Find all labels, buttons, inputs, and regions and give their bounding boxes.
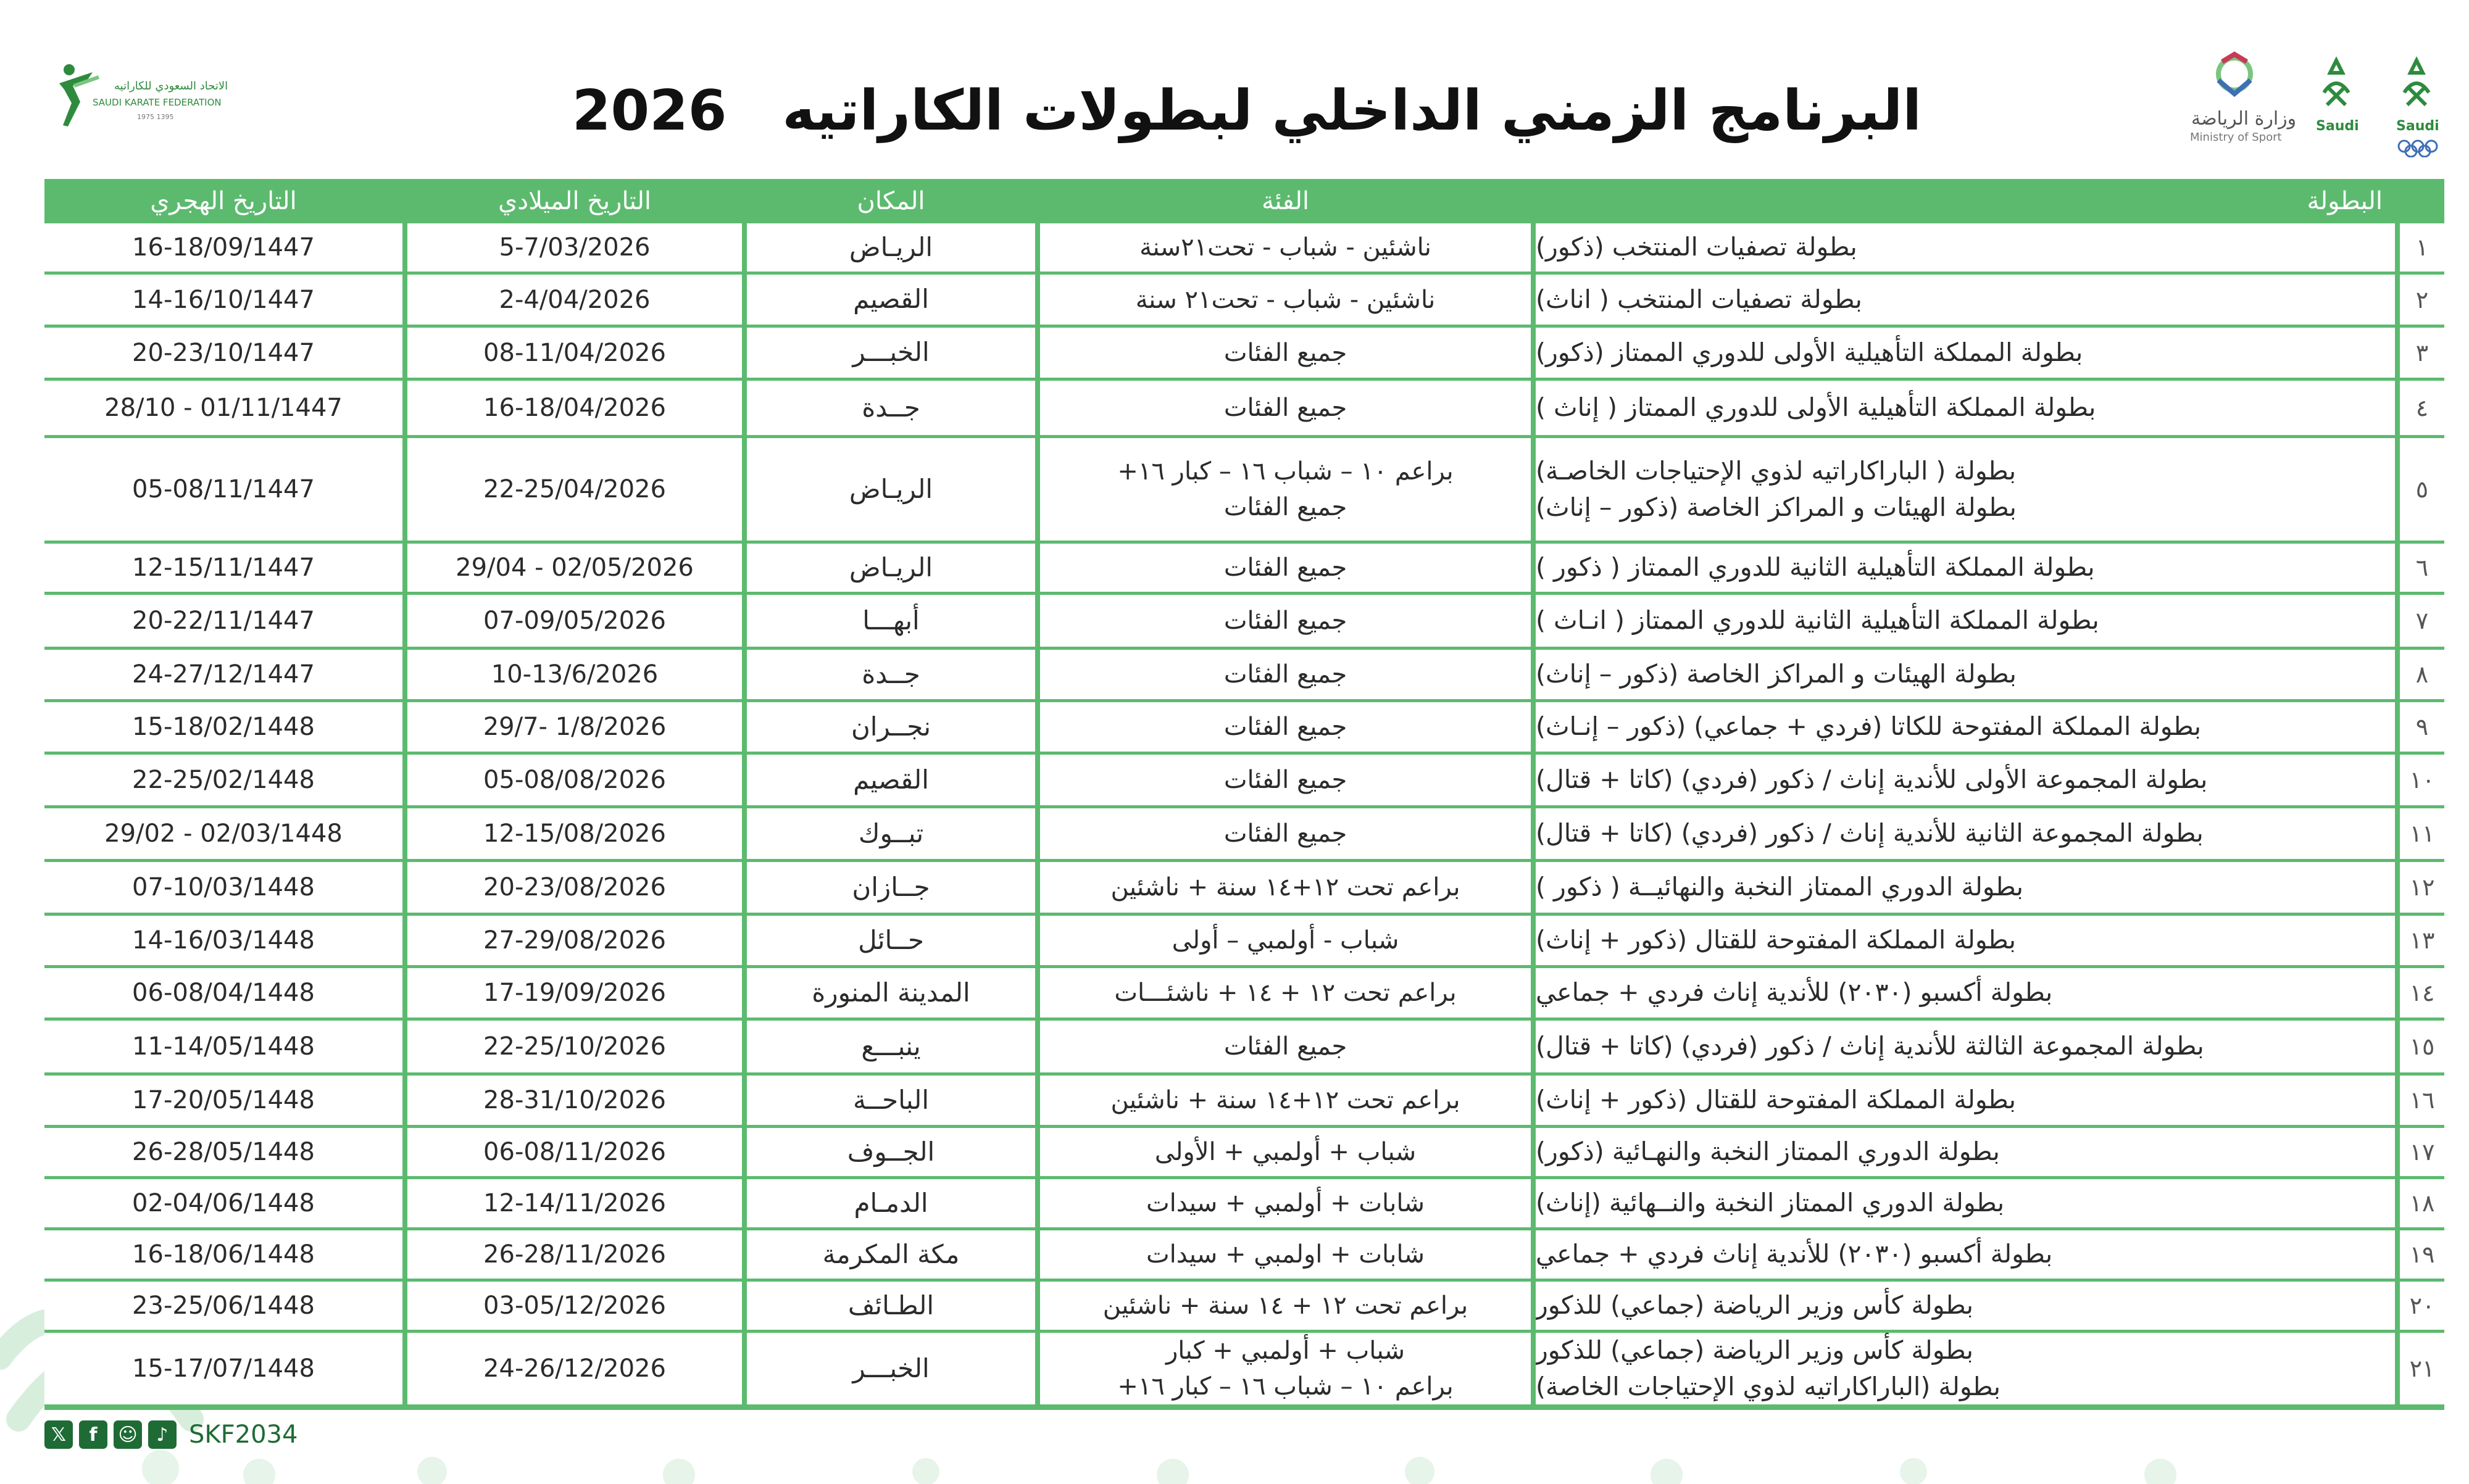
location: جــدة (862, 392, 920, 423)
event-line: بطولة الهيئات و المراكز الخاصة (ذكور – إناث) (1536, 492, 2017, 522)
row-number: ١٥ (2409, 1033, 2435, 1060)
gregorian-date-cell (407, 1076, 742, 1125)
row-number: ١١ (2409, 820, 2435, 847)
category-cell (1040, 702, 1531, 752)
row-number-cell (2400, 1076, 2444, 1125)
category-cell (1040, 438, 1531, 541)
row-number-cell (2400, 862, 2444, 913)
row-number-cell (2400, 1128, 2444, 1176)
location-cell (747, 544, 1035, 592)
event-line: بطولة المملكة المفتوحة للكاتا (فردي + جماعي) (ذكور – إنـاث) (1536, 711, 2202, 742)
gregorian-date: 5-7/03/2026 (499, 233, 651, 262)
category-line: ناشئين - شباب - تحت٢١سنة (1139, 233, 1431, 262)
gregorian-date-cell (407, 1128, 742, 1176)
gregorian-date: 22-25/10/2026 (483, 1032, 666, 1061)
event-line: بطولة الدوري الممتاز النخبة والنــهائية (إناث) (1536, 1188, 2005, 1218)
footer (44, 1416, 298, 1453)
gregorian-date-cell (407, 381, 742, 435)
event-line: بطولة أكسبو (٢٠٣٠) للأندية إناث فردي + جماعي (1536, 977, 2053, 1008)
saudi-label-1: Saudi (2316, 118, 2359, 134)
hijri-date-cell (44, 968, 402, 1018)
category-line: براعم تحت ١٢+١٤ سنة + ناشئين (1110, 873, 1460, 902)
location-cell (747, 808, 1035, 859)
row-number: ١٠ (2409, 766, 2435, 794)
event-line: بطولة المملكة التأهيلية الأولى للدوري الممتاز ( إناث ) (1536, 392, 2096, 423)
event-line: بطولة تصفيات المنتخب ( اناث) (1536, 284, 1862, 314)
location: حــائل (858, 924, 924, 955)
ministry-logo-icon (2197, 49, 2271, 108)
olympic-rings-icon (2395, 139, 2450, 157)
category-cell (1040, 650, 1531, 699)
category-cell (1040, 328, 1531, 378)
title-text: البرنامج الزمني الداخلي لبطولات الكاراتيه (782, 78, 1922, 143)
gregorian-date-cell (407, 1282, 742, 1330)
federation-name-ar: الاتحاد السعودي للكاراتيه (114, 80, 228, 93)
karate-figure-icon (56, 59, 105, 133)
hijri-date: 06-08/04/1448 (132, 979, 315, 1007)
header-number (2400, 179, 2444, 223)
hijri-date: 14-16/10/1447 (132, 285, 315, 314)
gregorian-date: 26-28/11/2026 (483, 1240, 666, 1269)
category-cell (1040, 1333, 1531, 1404)
location: مكة المكرمة (822, 1238, 960, 1269)
event-line: بطولة كأس وزير الرياضة (جماعي) للذكور (1536, 1335, 1974, 1365)
gregorian-date: 17-19/09/2026 (483, 979, 666, 1007)
event-line: بطولة المملكة التأهيلية الثانية للدوري الممتاز ( ذكور ) (1536, 552, 2095, 582)
header-event-label: البطولة (2307, 187, 2383, 215)
category-cell (1040, 275, 1531, 325)
hijri-date-cell (44, 916, 402, 965)
hijri-date-cell (44, 862, 402, 913)
saudi-label-2: Saudi (2396, 118, 2439, 134)
row-number: ١٢ (2409, 874, 2435, 901)
category-line: شباب - أولمبي – أولى (1172, 926, 1399, 955)
location: الريـاض (849, 231, 933, 262)
hijri-date-cell (44, 1282, 402, 1330)
event-cell (1536, 275, 2395, 325)
location-cell (747, 1076, 1035, 1125)
location-cell (747, 438, 1035, 541)
row-number-cell (2400, 1230, 2444, 1279)
hijri-date: 16-18/09/1447 (132, 233, 315, 262)
location: الدمـام (854, 1187, 928, 1218)
location: أبهـــا (862, 605, 920, 636)
event-line: بطولة كأس وزير الرياضة (جماعي) للذكور (1536, 1290, 1974, 1320)
event-cell (1536, 544, 2395, 592)
event-line: بطولة الدوري الممتاز النخبة والنهـائية (ذكور) (1536, 1137, 2000, 1167)
gregorian-date: 12-15/08/2026 (483, 819, 666, 848)
row-number-cell (2400, 755, 2444, 805)
event-cell (1536, 1021, 2395, 1072)
gregorian-date: 29/04 - 02/05/2026 (456, 553, 694, 582)
location-cell (747, 916, 1035, 965)
event-line: بطولة أكسبو (٢٠٣٠) للأندية إناث فردي + جماعي (1536, 1239, 2053, 1269)
event-cell (1536, 1179, 2395, 1227)
location-cell (747, 1282, 1035, 1330)
row-number: ١ (2415, 234, 2429, 261)
page-title (543, 68, 1951, 154)
location-cell (747, 1128, 1035, 1176)
location: المدينة المنورة (812, 977, 970, 1008)
hijri-date-cell (44, 1128, 402, 1176)
gregorian-date-cell (407, 595, 742, 647)
hijri-date: 29/02 - 02/03/1448 (104, 819, 343, 848)
location-cell (747, 381, 1035, 435)
location: الريـاض (849, 473, 933, 504)
category-cell (1040, 1282, 1531, 1330)
category-line: جميع الفئات (1223, 766, 1347, 794)
gregorian-date: 2-4/04/2026 (499, 285, 651, 314)
gregorian-date: 16-18/04/2026 (483, 394, 666, 422)
tiktok-icon[interactable]: ♪ (148, 1420, 177, 1449)
category-cell (1040, 381, 1531, 435)
row-number: ١٩ (2409, 1241, 2435, 1268)
hijri-date: 15-17/07/1448 (132, 1354, 315, 1383)
saudi-emblem-icon (2315, 56, 2358, 117)
gregorian-date: 29/7- 1/8/2026 (483, 713, 667, 741)
gregorian-date-cell (407, 544, 742, 592)
hijri-date: 20-22/11/1447 (132, 607, 315, 635)
event-line: بطولة (الباراكاراتيه لذوي الإحتياجات الخاصة) (1536, 1372, 2001, 1401)
event-line: بطولة تصفيات المنتخب (ذكور) (1536, 232, 1857, 262)
hijri-date: 05-08/11/1447 (132, 475, 315, 504)
hijri-date-cell (44, 275, 402, 325)
location-cell (747, 223, 1035, 272)
hijri-date-cell (44, 544, 402, 592)
gregorian-date-cell (407, 862, 742, 913)
gregorian-date-cell (407, 1021, 742, 1072)
category-line: جميع الفئات (1223, 493, 1347, 521)
category-line: جميع الفئات (1223, 394, 1347, 422)
hijri-date: 02-04/06/1448 (132, 1189, 315, 1217)
event-line: بطولة المجموعة الثالثة للأندية إناث / ذكور (فردي) (كاتا + قتال) (1536, 1031, 2204, 1061)
location: الباحــة (852, 1084, 930, 1115)
row-number: ٢ (2415, 286, 2429, 313)
federation-name-en: SAUDI KARATE FEDERATION (93, 97, 222, 108)
hijri-date-cell (44, 702, 402, 752)
gregorian-date-cell (407, 1333, 742, 1404)
event-cell (1536, 1128, 2395, 1176)
gregorian-date: 24-26/12/2026 (483, 1354, 666, 1383)
gregorian-date-cell (407, 328, 742, 378)
saudi-olympic-emblem-icon (2395, 56, 2438, 117)
event-cell (1536, 595, 2395, 647)
hijri-date: 07-10/03/1448 (132, 873, 315, 902)
hijri-date-cell (44, 1179, 402, 1227)
gregorian-date: 03-05/12/2026 (483, 1291, 666, 1320)
event-line: بطولة المجموعة الثانية للأندية إناث / ذكور (فردي) (كاتا + قتال) (1536, 818, 2204, 848)
row-number: ١٤ (2409, 979, 2435, 1006)
category-line: شابات + أولمبي + سيدات (1146, 1189, 1425, 1217)
gregorian-date: 08-11/04/2026 (483, 338, 666, 367)
hijri-date: 23-25/06/1448 (132, 1291, 315, 1320)
event-cell (1536, 808, 2395, 859)
event-line: بطولة المملكة التأهيلية الثانية للدوري الممتاز ( انـاث ) (1536, 605, 2099, 636)
row-number-cell (2400, 275, 2444, 325)
hijri-date: 17-20/05/1448 (132, 1086, 315, 1114)
row-number-cell (2400, 916, 2444, 965)
category-line: جميع الفئات (1223, 607, 1347, 635)
row-number-cell (2400, 438, 2444, 541)
header-event (1536, 179, 2395, 223)
event-cell (1536, 916, 2395, 965)
category-line: براعم تحت ١٢ + ١٤ + ناشئـــات (1114, 979, 1457, 1007)
federation-years: 1975 1395 (137, 113, 174, 121)
category-cell (1040, 1230, 1531, 1279)
gregorian-date: 22-25/04/2026 (483, 475, 666, 504)
event-line: بطولة ( الباراكاراتيه لذوي الإحتياجات الخاصـة) (1536, 455, 2017, 486)
row-number-cell (2400, 1179, 2444, 1227)
location: الخبـــر (852, 337, 930, 368)
category-line: براعم ١٠ – شباب ١٦ – كبار ١٦+ (1117, 1372, 1454, 1401)
gregorian-date: 05-08/08/2026 (483, 766, 666, 794)
category-cell (1040, 755, 1531, 805)
location: جــدة (862, 658, 920, 689)
event-cell (1536, 862, 2395, 913)
category-cell (1040, 223, 1531, 272)
event-cell (1536, 223, 2395, 272)
category-line: شباب + أولمبي + كبار (1165, 1337, 1405, 1365)
hijri-date-cell (44, 595, 402, 647)
sponsor-logos (2173, 49, 2463, 160)
event-cell (1536, 650, 2395, 699)
category-line: جميع الفئات (1223, 1032, 1347, 1061)
event-line: بطولة الدوري الممتاز النخبة والنهائيــة ( ذكور ) (1536, 872, 2024, 902)
location: ينبـــع (861, 1030, 921, 1061)
event-cell (1536, 438, 2395, 541)
ministry-name-ar: وزارة الرياضة (2191, 108, 2297, 130)
category-line: براعم تحت ١٢ + ١٤ سنة + ناشئين (1102, 1291, 1468, 1320)
gregorian-date: 28-31/10/2026 (483, 1086, 666, 1114)
location-cell (747, 328, 1035, 378)
row-number: ١٦ (2409, 1087, 2435, 1114)
hijri-date: 28/10 - 01/11/1447 (104, 394, 343, 422)
header-hijri (44, 179, 402, 223)
gregorian-date-cell (407, 968, 742, 1018)
location-cell (747, 1333, 1035, 1404)
row-number: ٤ (2415, 394, 2429, 421)
event-line: بطولة المملكة التأهيلية الأولى للدوري الممتاز (ذكور) (1536, 337, 2083, 367)
gregorian-date-cell (407, 808, 742, 859)
category-line: شباب + أولمبي + الأولى (1154, 1138, 1417, 1166)
category-cell (1040, 1076, 1531, 1125)
hijri-date: 14-16/03/1448 (132, 926, 315, 955)
location: نجــران (851, 711, 931, 742)
location: القصيم (853, 764, 929, 795)
row-number-cell (2400, 595, 2444, 647)
event-cell (1536, 1076, 2395, 1125)
location-cell (747, 1021, 1035, 1072)
gregorian-date: 07-09/05/2026 (483, 607, 666, 635)
category-line: براعم تحت ١٢+١٤ سنة + ناشئين (1110, 1086, 1460, 1114)
category-cell (1040, 1128, 1531, 1176)
location: تبــوك (858, 818, 924, 848)
gregorian-date: 10-13/6/2026 (491, 660, 659, 689)
category-line: جميع الفئات (1223, 338, 1347, 367)
event-line: بطولة الهيئات و المراكز الخاصة (ذكور – إناث) (1536, 659, 2017, 689)
gregorian-date: 06-08/11/2026 (483, 1138, 666, 1166)
hijri-date: 22-25/02/1448 (132, 766, 315, 794)
schedule-table (44, 179, 2444, 1410)
location: جــازان (852, 871, 930, 902)
row-number: ٣ (2415, 339, 2429, 367)
hijri-date: 16-18/06/1448 (132, 1240, 315, 1269)
location-cell (747, 275, 1035, 325)
hijri-date-cell (44, 1230, 402, 1279)
row-number-cell (2400, 650, 2444, 699)
hijri-date-cell (44, 650, 402, 699)
gregorian-date-cell (407, 1230, 742, 1279)
location-cell (747, 702, 1035, 752)
hijri-date: 20-23/10/1447 (132, 338, 315, 367)
gregorian-date: 20-23/08/2026 (483, 873, 666, 902)
hijri-date-cell (44, 381, 402, 435)
event-cell (1536, 1333, 2395, 1404)
row-number-cell (2400, 968, 2444, 1018)
location-cell (747, 755, 1035, 805)
event-cell (1536, 1282, 2395, 1330)
category-line: جميع الفئات (1223, 819, 1347, 848)
category-cell (1040, 916, 1531, 965)
social-handle[interactable]: SKF2034 (189, 1420, 298, 1449)
row-number-cell (2400, 1333, 2444, 1404)
header-category-label: الفئة (1261, 187, 1310, 215)
hijri-date-cell (44, 328, 402, 378)
hijri-date: 26-28/05/1448 (132, 1138, 315, 1166)
header (0, 0, 2469, 179)
event-cell (1536, 702, 2395, 752)
gregorian-date-cell (407, 916, 742, 965)
hijri-date-cell (44, 1333, 402, 1404)
gregorian-date: 27-29/08/2026 (483, 926, 666, 955)
gregorian-date-cell (407, 1179, 742, 1227)
hijri-date: 11-14/05/1448 (132, 1032, 315, 1061)
category-cell (1040, 808, 1531, 859)
category-line: براعم ١٠ – شباب ١٦ – كبار ١٦+ (1117, 457, 1454, 486)
event-cell (1536, 755, 2395, 805)
hijri-date-cell (44, 438, 402, 541)
location-cell (747, 650, 1035, 699)
row-number-cell (2400, 328, 2444, 378)
location: الجــوف (847, 1136, 935, 1167)
gregorian-date-cell (407, 275, 742, 325)
hijri-date-cell (44, 808, 402, 859)
row-number: ٥ (2415, 476, 2429, 503)
event-cell (1536, 968, 2395, 1018)
row-number: ٢١ (2409, 1355, 2435, 1382)
category-cell (1040, 595, 1531, 647)
header-hijri-label: التاريخ الهجري (150, 187, 297, 215)
snapchat-icon[interactable]: ☺ (114, 1420, 142, 1449)
hijri-date: 12-15/11/1447 (132, 553, 315, 582)
federation-logo (56, 59, 265, 133)
hijri-date-cell (44, 1076, 402, 1125)
hijri-date: 24-27/12/1447 (132, 660, 315, 689)
ministry-name-en: Ministry of Sport (2190, 131, 2282, 144)
header-location (747, 179, 1035, 223)
hijri-date-cell (44, 223, 402, 272)
location: القصيم (853, 284, 929, 315)
row-number-cell (2400, 808, 2444, 859)
location: الخبـــر (852, 1353, 930, 1383)
row-number: ٧ (2415, 607, 2429, 634)
row-number: ٨ (2415, 661, 2429, 688)
location-cell (747, 862, 1035, 913)
hijri-date: 15-18/02/1448 (132, 713, 315, 741)
title-year: 2026 (572, 78, 727, 143)
category-line: شابات + اولمبي + سيدات (1146, 1240, 1425, 1269)
hijri-date-cell (44, 1021, 402, 1072)
row-number-cell (2400, 223, 2444, 272)
location-cell (747, 595, 1035, 647)
gregorian-date-cell (407, 702, 742, 752)
row-number-cell (2400, 1021, 2444, 1072)
hijri-date-cell (44, 755, 402, 805)
location-cell (747, 1230, 1035, 1279)
header-location-label: المكان (857, 187, 925, 215)
category-cell (1040, 544, 1531, 592)
row-number-cell (2400, 1282, 2444, 1330)
x-icon[interactable]: 𝕏 (44, 1420, 73, 1449)
row-number-cell (2400, 381, 2444, 435)
gregorian-date-cell (407, 755, 742, 805)
gregorian-date-cell (407, 438, 742, 541)
event-cell (1536, 328, 2395, 378)
gregorian-date: 12-14/11/2026 (483, 1189, 666, 1217)
gregorian-date-cell (407, 650, 742, 699)
category-line: جميع الفئات (1223, 553, 1347, 582)
category-cell (1040, 862, 1531, 913)
row-number: ٢٠ (2409, 1292, 2435, 1319)
row-number: ١٣ (2409, 927, 2435, 954)
event-line: بطولة المجموعة الأولى للأندية إناث / ذكور (فردي) (كاتا + قتال) (1536, 765, 2208, 795)
row-number: ٦ (2415, 554, 2429, 581)
category-line: جميع الفئات (1223, 660, 1347, 689)
location: الريـاض (849, 552, 933, 582)
category-line: جميع الفئات (1223, 713, 1347, 741)
row-number: ١٨ (2409, 1190, 2435, 1217)
row-number-cell (2400, 544, 2444, 592)
location-cell (747, 968, 1035, 1018)
gregorian-date-cell (407, 223, 742, 272)
facebook-icon[interactable]: f (79, 1420, 107, 1449)
location: الطـائف (847, 1290, 935, 1320)
category-cell (1040, 1021, 1531, 1072)
category-cell (1040, 968, 1531, 1018)
row-number: ١٧ (2409, 1138, 2435, 1166)
event-cell (1536, 381, 2395, 435)
row-number-cell (2400, 702, 2444, 752)
header-gregorian (407, 179, 742, 223)
event-line: بطولة المملكة المفتوحة للقتال (ذكور + إناث) (1536, 925, 2017, 955)
category-line: ناشئين - شباب - تحت٢١ سنة (1135, 285, 1436, 314)
header-gregorian-label: التاريخ الميلادي (498, 187, 652, 215)
row-number: ٩ (2415, 713, 2429, 740)
header-category (1040, 179, 1531, 223)
event-line: بطولة المملكة المفتوحة للقتال (ذكور + إناث) (1536, 1085, 2017, 1115)
event-cell (1536, 1230, 2395, 1279)
location-cell (747, 1179, 1035, 1227)
category-cell (1040, 1179, 1531, 1227)
